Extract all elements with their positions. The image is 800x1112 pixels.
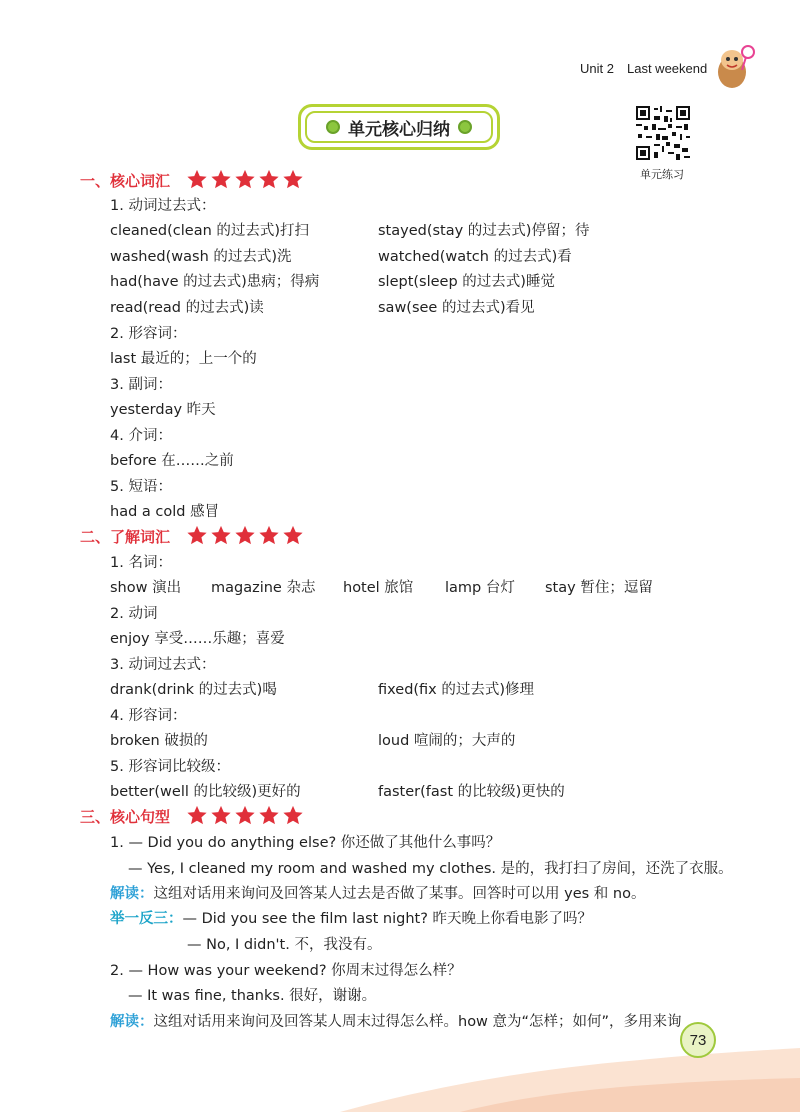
- vocab-item: stay 暂住；逗留: [545, 580, 653, 596]
- rating-stars: [186, 804, 304, 826]
- vocab-item: cleaned(clean 的过去式)打扫: [110, 223, 310, 239]
- subheading: 1. 动词过去式：: [110, 198, 216, 214]
- vocab-item: saw(see 的过去式)看见: [378, 300, 535, 316]
- subheading: 4. 介词：: [110, 428, 172, 444]
- page-corner-decoration: [340, 1030, 800, 1112]
- star-icon: [282, 804, 304, 826]
- section-core-sentences: 三、核心句型: [80, 808, 171, 826]
- star-icon: [210, 804, 232, 826]
- example-answer: — No, I didn't. 不，我没有。: [187, 937, 382, 953]
- sentence-question: 1. — Did you do anything else? 你还做了其他什么事吗？: [110, 835, 501, 851]
- star-icon: [186, 804, 208, 826]
- star-icon: [186, 168, 208, 190]
- star-icon: [234, 168, 256, 190]
- sentence-answer: — It was fine, thanks. 很好，谢谢。: [128, 988, 377, 1004]
- vocab-item: loud 喧闹的；大声的: [378, 733, 516, 749]
- sentence-question: 2. — How was your weekend? 你周末过得怎么样？: [110, 963, 462, 979]
- vocab-item: hotel 旅馆: [343, 580, 414, 596]
- section-extra-vocabulary: 二、了解词汇: [80, 528, 171, 546]
- page-number: 73: [680, 1022, 716, 1058]
- section-core-vocabulary: 一、核心词汇: [80, 172, 171, 190]
- vocab-item: yesterday 昨天: [110, 402, 216, 418]
- star-icon: [210, 168, 232, 190]
- title-left-dot: [326, 120, 340, 134]
- example-label: 举一反三：: [110, 911, 183, 927]
- vocab-item: washed(wash 的过去式)洗: [110, 249, 292, 265]
- example-text: — Did you see the film last night? 昨天晚上你看电影了吗？: [182, 911, 593, 927]
- subheading: 4. 形容词：: [110, 708, 187, 724]
- title-right-dot: [458, 120, 472, 134]
- qr-caption: 单元练习: [640, 168, 684, 181]
- star-icon: [234, 524, 256, 546]
- explanation-text: 这组对话用来询问及回答某人过去是否做了某事。回答时可以用 yes 和 no。: [153, 886, 646, 902]
- vocab-item: stayed(stay 的过去式)停留；待: [378, 223, 590, 239]
- vocab-item: broken 破损的: [110, 733, 208, 749]
- star-icon: [234, 804, 256, 826]
- explanation: [110, 884, 645, 904]
- subheading: 1. 名词：: [110, 555, 172, 571]
- subheading: 5. 短语：: [110, 479, 172, 495]
- rating-stars: [186, 168, 304, 190]
- unit-title: Last weekend: [627, 61, 708, 76]
- mascot-icon: [712, 42, 758, 92]
- star-icon: [282, 168, 304, 190]
- vocab-item: lamp 台灯: [445, 580, 515, 596]
- vocab-item: watched(watch 的过去式)看: [378, 249, 572, 265]
- star-icon: [258, 524, 280, 546]
- vocab-item: show 演出: [110, 580, 182, 596]
- star-icon: [210, 524, 232, 546]
- vocab-item: slept(sleep 的过去式)睡觉: [378, 274, 555, 290]
- qr-code-icon[interactable]: [636, 106, 690, 160]
- subheading: 2. 形容词：: [110, 326, 187, 342]
- vocab-item: last 最近的；上一个的: [110, 351, 257, 367]
- subheading: 3. 动词过去式：: [110, 657, 216, 673]
- vocab-item: magazine 杂志: [211, 580, 316, 596]
- vocab-item: drank(drink 的过去式)喝: [110, 682, 277, 698]
- unit-summary-title-frame: [298, 104, 500, 150]
- subheading: 5. 形容词比较级：: [110, 759, 230, 775]
- explanation-text: 这组对话用来询问及回答某人周末过得怎么样。how 意为“怎样；如何”，多用来询: [153, 1014, 682, 1030]
- vocab-item: better(well 的比较级)更好的: [110, 784, 301, 800]
- vocab-item: had a cold 感冒: [110, 504, 220, 520]
- star-icon: [186, 524, 208, 546]
- vocab-item: before 在……之前: [110, 453, 234, 469]
- example-question: [110, 909, 592, 929]
- subheading: 2. 动词: [110, 606, 158, 622]
- explanation: [110, 1012, 682, 1032]
- vocab-item: fixed(fix 的过去式)修理: [378, 682, 535, 698]
- rating-stars: [186, 524, 304, 546]
- vocab-item: faster(fast 的比较级)更快的: [378, 784, 565, 800]
- vocab-item: read(read 的过去式)读: [110, 300, 264, 316]
- star-icon: [258, 168, 280, 190]
- star-icon: [282, 524, 304, 546]
- explanation-label: 解读：: [110, 886, 154, 902]
- explanation-label: 解读：: [110, 1014, 154, 1030]
- sentence-answer: — Yes, I cleaned my room and washed my clothes. 是的，我打扫了房间，还洗了衣服。: [128, 861, 733, 877]
- page-title: 单元核心归纳: [348, 119, 450, 140]
- subheading: 3. 副词：: [110, 377, 172, 393]
- unit-label: Unit 2: [580, 61, 614, 76]
- star-icon: [258, 804, 280, 826]
- vocab-item: had(have 的过去式)患病；得病: [110, 274, 320, 290]
- vocab-item: enjoy 享受……乐趣；喜爱: [110, 631, 285, 647]
